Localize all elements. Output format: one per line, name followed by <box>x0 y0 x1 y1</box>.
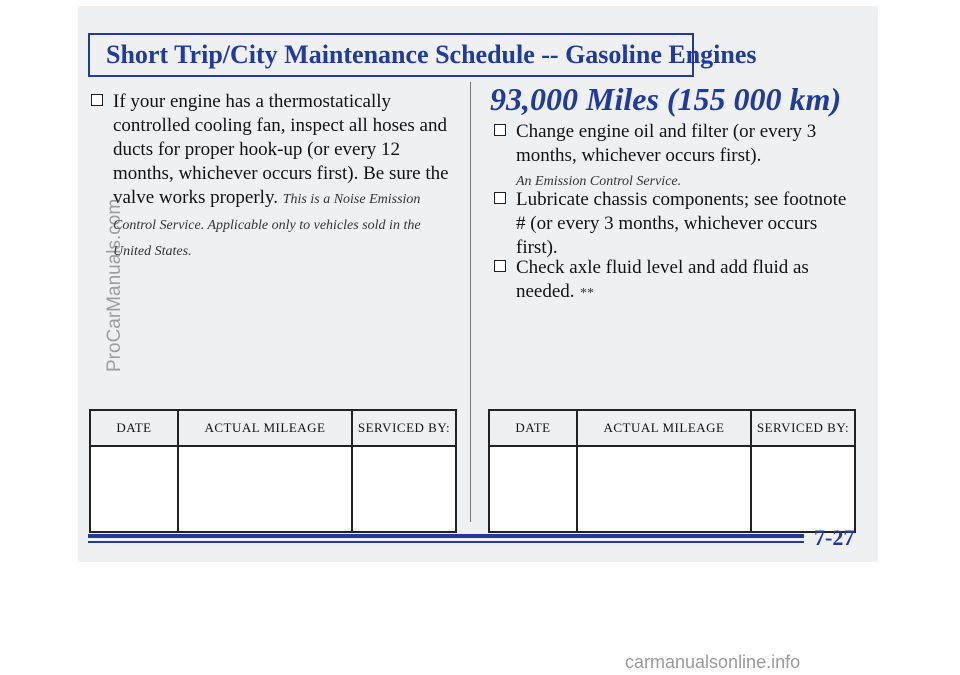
col-serviced-by-header: SERVICED BY: <box>352 410 456 446</box>
col-mileage-header: ACTUAL MILEAGE <box>178 410 352 446</box>
side-watermark: ProCarManuals.com <box>104 198 125 372</box>
service-record-table-right <box>488 409 856 533</box>
left-checklist-item <box>91 90 455 264</box>
footer-rule-thin <box>88 541 804 543</box>
column-divider <box>470 82 471 522</box>
right-checklist-item-1 <box>494 120 854 168</box>
right-item-3-suffix: ** <box>579 286 594 301</box>
section-title: 93,000 Miles (155 000 km) <box>490 81 842 117</box>
right-checklist-item-3 <box>494 256 854 306</box>
col-mileage-header: ACTUAL MILEAGE <box>577 410 751 446</box>
col-serviced-by-header: SERVICED BY: <box>751 410 855 446</box>
checkbox-icon[interactable] <box>494 260 506 272</box>
mileage-cell[interactable] <box>577 446 751 532</box>
page-title: Short Trip/City Maintenance Schedule -- Gasoline Engines <box>106 40 757 69</box>
checkbox-icon[interactable] <box>494 124 506 136</box>
checkbox-icon[interactable] <box>91 94 103 106</box>
bottom-watermark: carmanualsonline.info <box>625 652 801 672</box>
right-item-3-text: Check axle fluid level and add fluid as needed. <box>516 257 809 302</box>
right-checklist-item-2 <box>494 188 854 260</box>
service-record-table-left <box>89 409 457 533</box>
right-item-2-text: Lubricate chassis components; see footnote # (or every 3 months, whichever occurs first). <box>516 189 847 258</box>
right-item-1-text: Change engine oil and filter (or every 3 months, whichever occurs first). <box>516 121 817 166</box>
left-item-note: This is a Noise Emission Control Service. Applicable only to vehicles sold in the United States. <box>113 192 421 259</box>
mileage-cell[interactable] <box>178 446 352 532</box>
serviced-by-cell[interactable] <box>751 446 855 532</box>
col-date-header: DATE <box>489 410 577 446</box>
col-date-header: DATE <box>90 410 178 446</box>
date-cell[interactable] <box>489 446 577 532</box>
date-cell[interactable] <box>90 446 178 532</box>
checkbox-icon[interactable] <box>494 192 506 204</box>
serviced-by-cell[interactable] <box>352 446 456 532</box>
footer-rule-thick <box>88 534 804 538</box>
page-number: 7-27 <box>814 525 855 550</box>
left-item-text: If your engine has a thermostatically controlled cooling fan, inspect all hoses and ducts for proper hook-up (or every 12 months, whichever occurs first). Be sure the valve works properly. <box>113 91 449 208</box>
right-item-1-note: An Emission Control Service. <box>516 174 682 189</box>
